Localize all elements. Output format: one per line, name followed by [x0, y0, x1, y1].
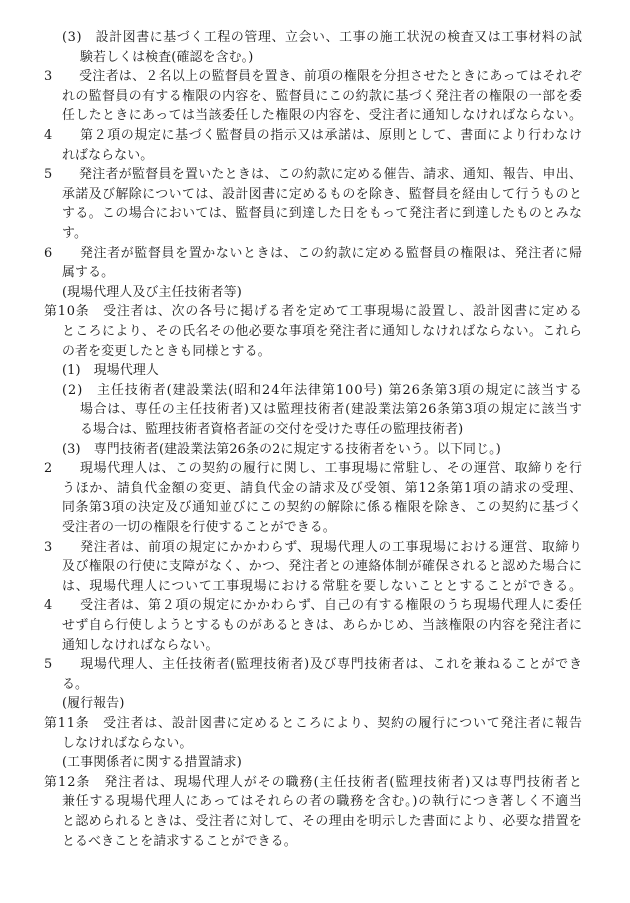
text-line: 5 現場代理人、主任技術者(監理技術者)及び専門技術者は、これを兼ねることができ	[44, 657, 583, 673]
text-line: 3 受注者は、２名以上の監督員を置き、前項の権限を分担させたときにあってはそれぞ	[44, 69, 583, 85]
text-line: うほか、請負代金額の変更、請負代金の請求及び受領、第12条第1項の請求の受理、	[62, 480, 583, 496]
text-line: は、現場代理人について工事現場における常駐を要しないこととすることができる。	[62, 578, 583, 594]
text-line: 任したときにあっては当該委任した権限の内容を、受注者に通知しなければならない。	[62, 108, 583, 124]
text-line: 属する。	[62, 265, 115, 281]
text-line: れの監督員の有する権限の内容を、監督員にこの約款に基づく発注者の権限の一部を委	[62, 88, 583, 104]
text-line: とるべきことを請求することができる。	[62, 833, 297, 849]
text-line: 験若しくは検査(確認を含む。)	[80, 49, 254, 65]
text-line: 通知しなければならない。	[62, 637, 219, 653]
text-line: 4 受注者は、第２項の規定にかかわらず、自己の有する権限のうち現場代理人に委任	[44, 598, 583, 614]
text-line: 第12条 発注者は、現場代理人がその職務(主任技術者(監理技術者)又は専門技術者と	[44, 774, 583, 790]
text-line: する。この場合においては、監督員に到達した日をもって発注者に到達したものとみな	[62, 206, 583, 222]
text-line: 場合は、専任の主任技術者)又は監理技術者(建設業法第26条第3項の規定に該当す	[80, 402, 583, 418]
text-line: る。	[62, 676, 89, 692]
text-line: (1) 現場代理人	[62, 363, 159, 379]
text-line: (工事関係者に関する措置請求)	[62, 755, 242, 771]
text-line: 同条第3項の決定及び通知並びにこの契約の解除に係る権限を除き、この契約に基づく	[62, 500, 583, 516]
text-line: (履行報告)	[62, 696, 125, 712]
text-line: 2 現場代理人は、この契約の履行に関し、工事現場に常駐し、その運営、取締りを行	[44, 461, 583, 477]
text-line: (2) 主任技術者(建設業法(昭和24年法律第100号) 第26条第3項の規定に該当する	[62, 382, 583, 398]
text-line: 兼任する現場代理人にあってはそれらの者の職務を含む。)の執行につき著しく不適当	[62, 794, 583, 810]
text-line: 4 第２項の規定に基づく監督員の指示又は承諾は、原則として、書面により行わなけ	[44, 128, 583, 143]
text-line: ればならない。	[62, 147, 154, 163]
text-line: (3) 専門技術者(建設業法第26条の2に規定する技術者をいう。以下同じ。)	[62, 441, 501, 457]
text-line: す。	[62, 226, 88, 241]
text-line: 第11条 受注者は、設計図書に定めるところにより、契約の履行について発注者に報告	[44, 716, 583, 731]
text-line: 第10条 受注者は、次の各号に掲げる者を定めて工事現場に設置し、設計図書に定める	[44, 304, 583, 320]
text-line: ところにより、その氏名その他必要な事項を発注者に通知しなければならない。これら	[62, 324, 583, 339]
text-line: 5 発注者が監督員を置いたときは、この約款に定める催告、請求、通知、報告、申出、	[44, 167, 583, 183]
text-line: 承諾及び解除については、設計図書に定めるものを除き、監督員を経由して行うものと	[62, 186, 583, 202]
text-line: 6 発注者が監督員を置かないときは、この約款に定める監督員の権限は、発注者に帰	[44, 245, 583, 261]
text-line: と認められるときは、受注者に対して、その理由を明示した書面により、必要な措置を	[62, 814, 583, 829]
text-line: の者を変更したときも同様とする。	[62, 343, 271, 359]
text-line: 受注者の一切の権限を行使することができる。	[62, 520, 336, 535]
text-line: る場合は、監理技術者資格者証の交付を受けた専任の監理技術者)	[80, 422, 464, 437]
text-line: (3) 設計図書に基づく工程の管理、立会い、工事の施工状況の検査又は工事材料の試	[62, 30, 583, 45]
text-line: しなければならない。	[62, 735, 193, 751]
text-line: せず自ら行使しようとするものがあるときは、あらかじめ、当該権限の内容を発注者に	[62, 618, 583, 633]
text-line: (現場代理人及び主任技術者等)	[62, 284, 242, 300]
text-line: 3 発注者は、前項の規定にかかわらず、現場代理人の工事現場における運営、取締り	[44, 539, 583, 555]
text-line: 及び権限の行使に支障がなく、かつ、発注者との連絡体制が確保されると認めた場合に	[62, 559, 583, 575]
